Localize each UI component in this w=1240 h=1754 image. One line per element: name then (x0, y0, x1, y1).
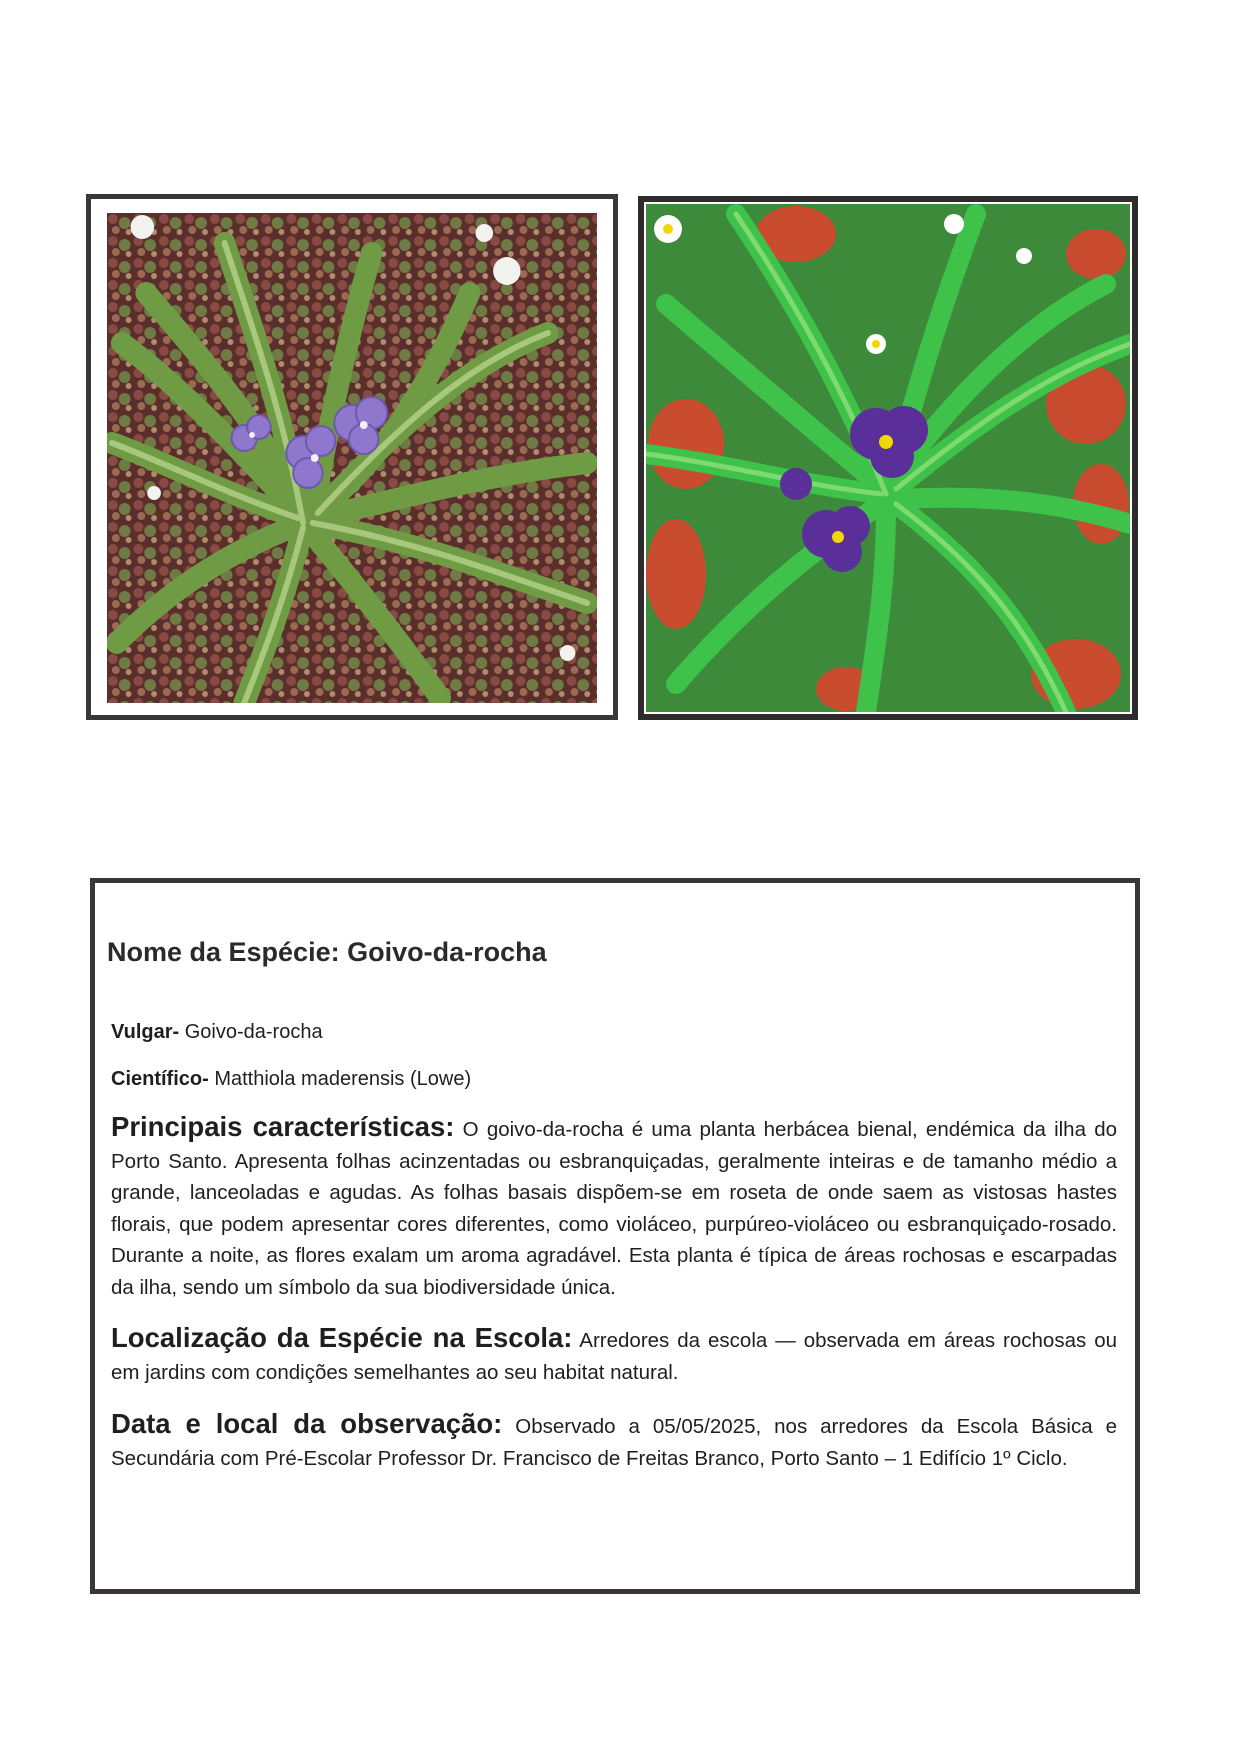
caracteristicas-paragraph (111, 1111, 1117, 1303)
vulgar-row (111, 1021, 323, 1044)
plant-photo-frame (86, 194, 618, 720)
cientifico-label: Científico- (111, 1068, 209, 1090)
goivo-da-rocha-crayon-drawing-icon (646, 204, 1130, 712)
vulgar-value: Goivo-da-rocha (184, 1021, 323, 1043)
caracteristicas-heading: Principais características: (111, 1111, 455, 1142)
cientifico-value: Matthiola maderensis (Lowe) (214, 1068, 472, 1090)
localizacao-text: Arredores da escola — observada em áreas rochosas ou em jardins com condições semelhantes ao seu habitat natural. (111, 1329, 1117, 1384)
data-local-paragraph (111, 1408, 1117, 1474)
goivo-da-rocha-photo-icon (107, 213, 597, 703)
cientifico-row (111, 1068, 471, 1091)
caracteristicas-text: O goivo-da-rocha é uma planta herbácea bienal, endémica da ilha do Porto Santo. Apresenta folhas acinzentadas ou esbranquiçadas, geralmente inteiras e de tamanho médio a grande, lanceoladas e agudas. As folhas basais dispõem-se em roseta de onde saem as vistosas hastes florais, que podem apresentar cores diferentes, como violáceo, purpúreo-violáceo ou esbranquiçado-rosado. Durante a noite, as flores exalam um aroma agradável. Esta planta é típica de áreas rochosas e escarpadas da ilha, sendo um símbolo da sua biodiversidade única. (111, 1118, 1118, 1299)
data-local-text: Observado a 05/05/2025, nos arredores da Escola Básica e Secundária com Pré-Escolar Professor Dr. Francisco de Freitas Branco, Porto Santo – 1 Edifício 1º Ciclo. (111, 1415, 1117, 1470)
localizacao-heading: Localização da Espécie na Escola: (111, 1322, 573, 1353)
species-title: Nome da Espécie: Goivo-da-rocha (107, 937, 547, 967)
data-local-heading: Data e local da observação: (111, 1408, 503, 1439)
localizacao-paragraph (111, 1322, 1117, 1388)
plant-drawing-frame (638, 196, 1138, 720)
vulgar-label: Vulgar- (111, 1021, 180, 1043)
